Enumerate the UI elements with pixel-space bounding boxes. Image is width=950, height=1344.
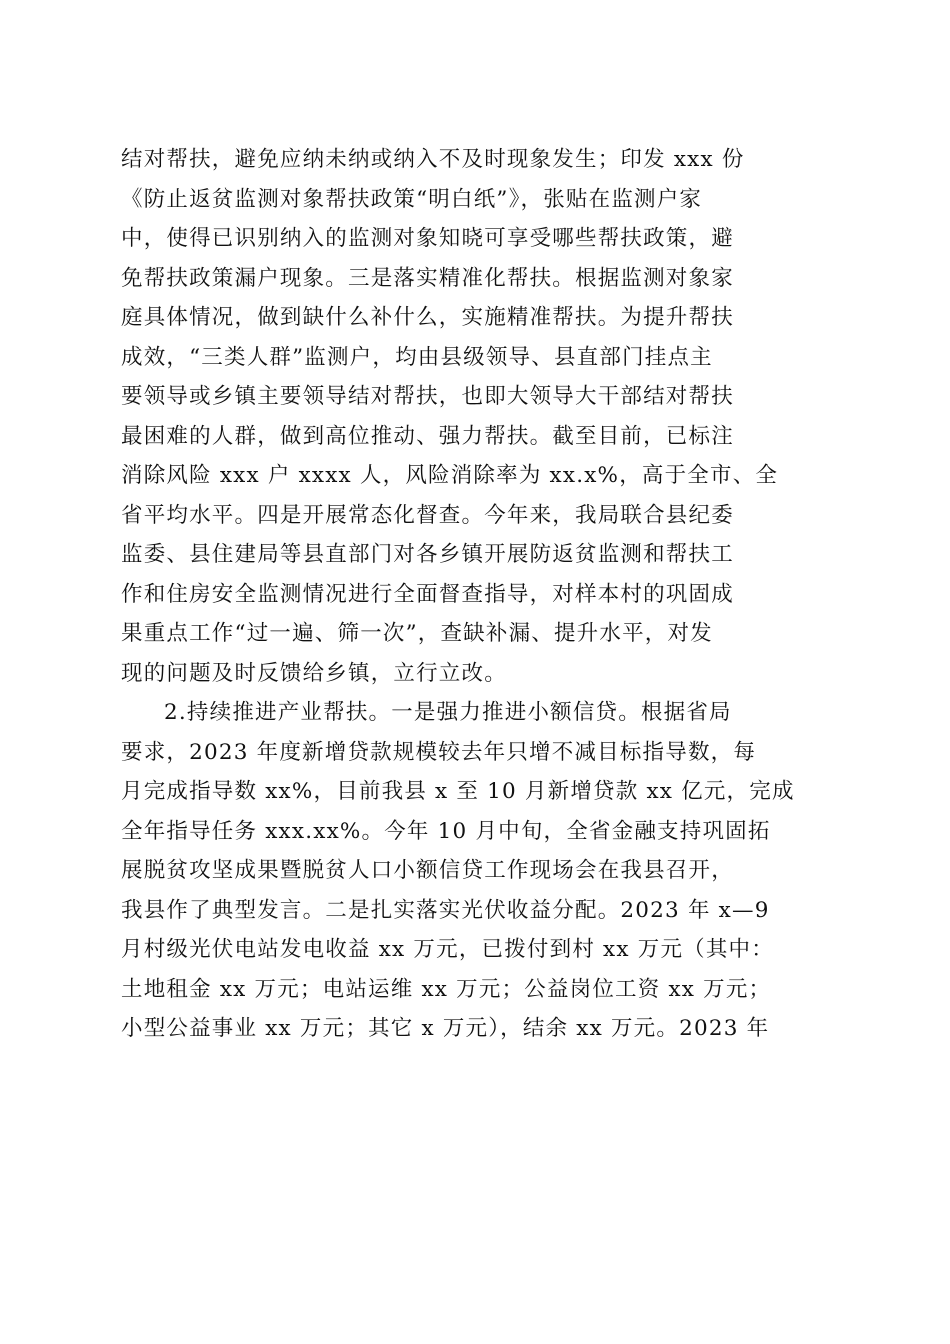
text-line: 监委、县住建局等县直部门对各乡镇开展防返贫监测和帮扶工 <box>121 542 734 567</box>
text-line: 省平均水平。四是开展常态化督查。今年来，我局联合县纪委 <box>121 502 734 528</box>
text-line: 作和住房安全监测情况进行全面督查指导，对样本村的巩固成 <box>121 581 734 607</box>
text-line: 土地租金 xx 万元；电站运维 xx 万元；公益岗位工资 xx 万元； <box>121 976 772 1002</box>
document-body <box>121 140 841 1049</box>
text-line: 我县作了典型发言。二是扎实落实光伏收益分配。2023 年 x—9 <box>121 897 770 923</box>
text-line: 月完成指导数 xx%，目前我县 x 至 10 月新增贷款 xx 亿元，完成 <box>121 779 795 804</box>
text-line: 月村级光伏电站发电收益 xx 万元，已拨付到村 xx 万元（其中： <box>121 937 774 962</box>
text-line: 最困难的人群，做到高位推动、强力帮扶。截至目前，已标注 <box>121 423 734 449</box>
text-line: 全年指导任务 xxx.xx%。今年 10 月中旬，全省金融支持巩固拓 <box>121 818 771 844</box>
text-line: 现的问题及时反馈给乡镇，立行立改。 <box>121 660 507 686</box>
text-line: 成效，“三类人群”监测户，均由县级领导、县直部门挂点主 <box>121 344 713 370</box>
text-line: 结对帮扶，避免应纳未纳或纳入不及时现象发生；印发 xxx 份 <box>121 147 745 172</box>
text-line: 免帮扶政策漏户现象。三是落实精准化帮扶。根据监测对象家 <box>121 265 734 291</box>
text-line: 果重点工作“过一遍、筛一次”，查缺补漏、提升水平，对发 <box>121 621 713 646</box>
paragraph <box>121 693 841 1049</box>
text-line: 中，使得已识别纳入的监测对象知晓可享受哪些帮扶政策，避 <box>121 226 734 251</box>
text-line: 2.持续推进产业帮扶。一是强力推进小额信贷。根据省局 <box>164 700 732 725</box>
text-line: 消除风险 xxx 户 xxxx 人，风险消除率为 xx.x%，高于全市、全 <box>121 463 779 488</box>
paragraph <box>121 140 841 693</box>
text-line: 要领导或乡镇主要领导结对帮扶，也即大领导大干部结对帮扶 <box>121 384 734 409</box>
text-line: 小型公益事业 xx 万元；其它 x 万元），结余 xx 万元。2023 年 <box>121 1016 770 1041</box>
text-line: 庭具体情况，做到缺什么补什么，实施精准帮扶。为提升帮扶 <box>121 305 734 330</box>
text-line: 要求，2023 年度新增贷款规模较去年只增不减目标指导数，每 <box>121 739 757 765</box>
text-line: 展脱贫攻坚成果暨脱贫人口小额信贷工作现场会在我县召开， <box>121 858 734 883</box>
text-line: 《防止返贫监测对象帮扶政策“明白纸”》，张贴在监测户家 <box>121 186 703 212</box>
